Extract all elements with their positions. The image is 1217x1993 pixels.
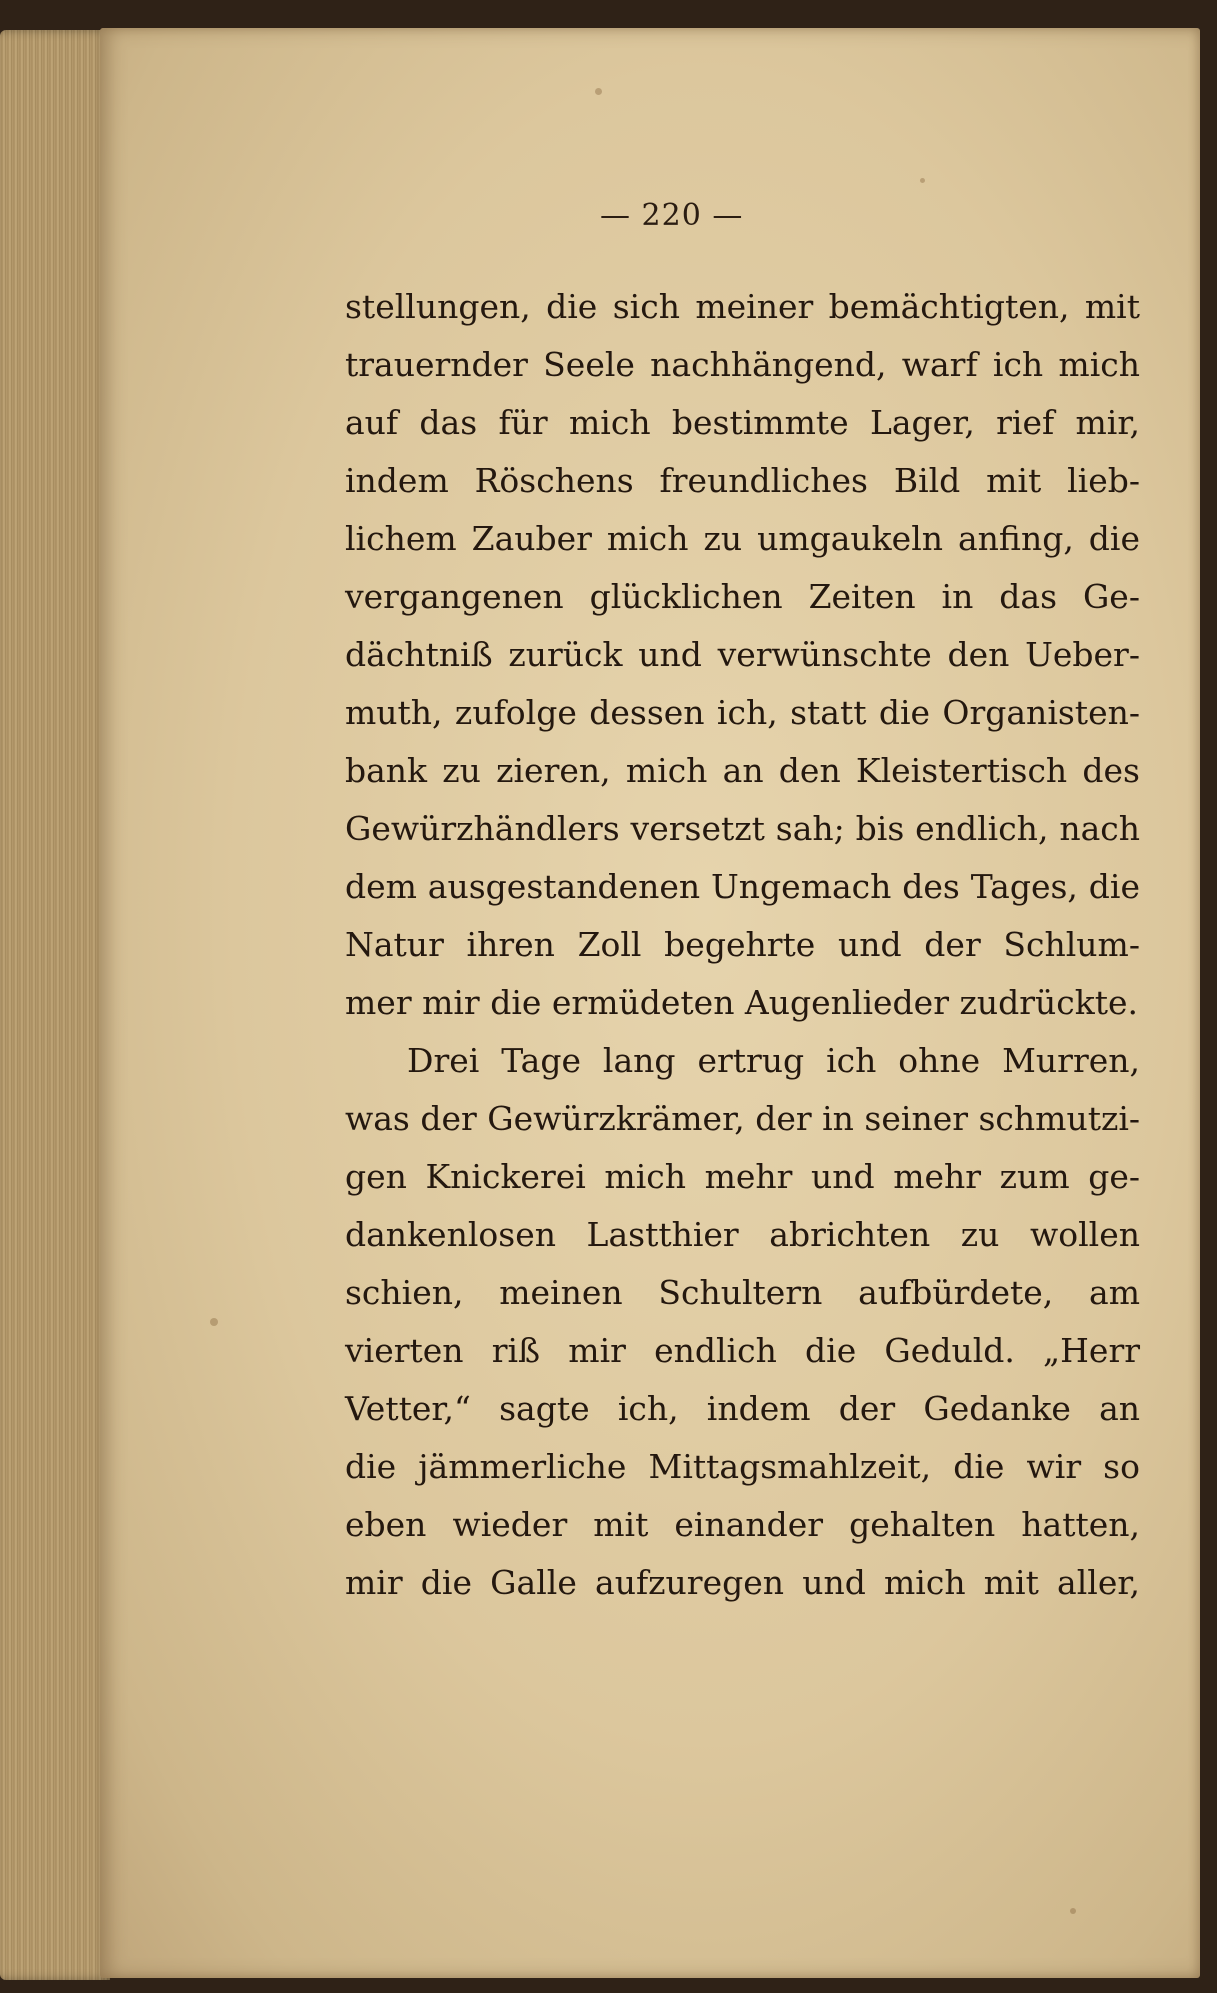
text-line: trauernder Seele nachhängend, warf ich mich: [345, 345, 1140, 384]
text-line: dem ausgestandenen Ungemach des Tages, die: [345, 867, 1140, 906]
text-line: dankenlosen Lastthier abrichten zu wollen: [345, 1215, 1140, 1254]
text-line: gen Knickerei mich mehr und mehr zum ge-: [345, 1157, 1140, 1196]
book-page-edges: [0, 30, 110, 1980]
body-text: [345, 278, 1140, 1612]
text-line: was der Gewürzkrämer, der in seiner schmutzi-: [345, 1099, 1141, 1138]
text-line: vierten riß mir endlich die Geduld. „Herr: [345, 1331, 1140, 1370]
text-line: auf das für mich bestimmte Lager, rief mir,: [345, 403, 1140, 442]
text-line: muth, zufolge dessen ich, statt die Organisten-: [345, 693, 1140, 732]
text-line: die jämmerliche Mittagsmahlzeit, die wir so: [345, 1447, 1140, 1486]
text-line: Gewürzhändlers versetzt sah; bis endlich, nach: [345, 809, 1140, 848]
text-line: bank zu zieren, mich an den Kleistertisch des: [345, 751, 1140, 790]
foxing-spot: [1070, 1908, 1076, 1914]
text-line: schien, meinen Schultern aufbürdete, am: [345, 1273, 1140, 1312]
text-line: stellungen, die sich meiner bemächtigten, mit: [345, 287, 1140, 326]
text-line: Drei Tage lang ertrug ich ohne Murren,: [407, 1041, 1140, 1080]
text-line: vergangenen glücklichen Zeiten in das Ge-: [345, 577, 1140, 616]
text-line: mer mir die ermüdeten Augenlieder zudrückte.: [345, 983, 1139, 1022]
text-line: eben wieder mit einander gehalten hatten,: [345, 1505, 1140, 1544]
text-line: Natur ihren Zoll begehrte und der Schlum-: [345, 925, 1140, 964]
text-line: dächtniß zurück und verwünschte den Ueber-: [345, 635, 1140, 674]
text-line: mir die Galle aufzuregen und mich mit aller,: [345, 1563, 1140, 1602]
foxing-spot: [210, 1318, 218, 1326]
text-line: lichem Zauber mich zu umgaukeln anfing, die: [345, 519, 1140, 558]
text-line: indem Röschens freundliches Bild mit lieb-: [345, 461, 1140, 500]
foxing-spot: [920, 178, 925, 183]
text-line: Vetter,“ sagte ich, indem der Gedanke an: [345, 1389, 1140, 1428]
page-number: — 220 —: [600, 198, 744, 233]
foxing-spot: [595, 88, 602, 95]
